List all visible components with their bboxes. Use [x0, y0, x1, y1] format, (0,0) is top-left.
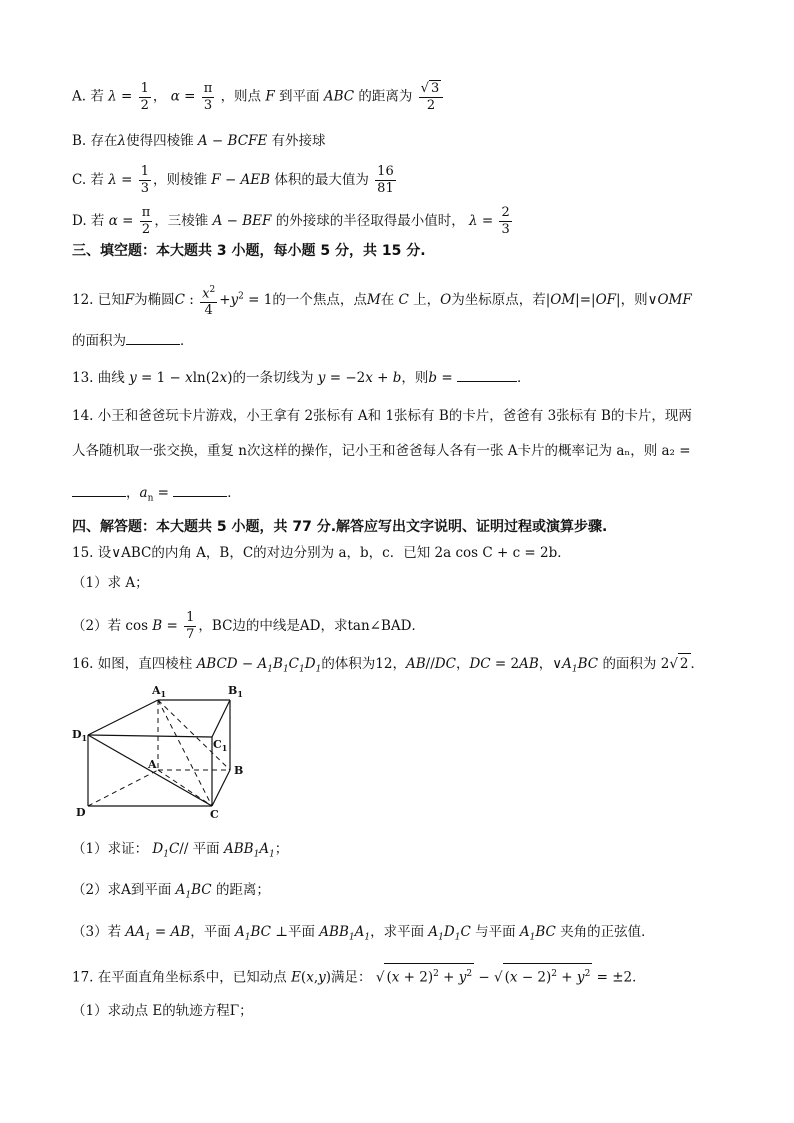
label-d: D: [76, 806, 86, 819]
label-d1: $D_1$: [72, 728, 88, 743]
question-15-part1: （1）求 A；: [72, 575, 149, 591]
label-a: A: [148, 758, 157, 771]
question-16-part2: （2）求A到平面 $A_1BC$ 的距离；: [72, 882, 270, 901]
question-15-line1: 15. 设∨ABC的内角 A，B，C的对边分别为 a，b，c．已知 2a cos C + c = 2b．: [72, 545, 571, 561]
question-17-part1: （1）求动点 E的轨迹方程Γ；: [72, 1003, 253, 1019]
option-c: C. 若 λ = $\frac{1}{3}$ ，则棱锥 F − AEB 体积的最大值为 $\frac{16}{81}$: [72, 164, 394, 196]
label-b: B: [234, 764, 244, 777]
edge-d-a: [88, 770, 158, 806]
question-17-line1: 17. 在平面直角坐标系中，已知动点 E(x,y)满足： √ $(x + 2)^2 + y^2$ − √ $(x - 2)^2 + y^2 = \pm 2$．: [72, 963, 646, 988]
edge-d1-a1: [88, 700, 158, 735]
option-a: A. 若 λ = $\frac{1}{2}$ ， α = $\frac{\pi}{3}$ ，则点 F 到平面 ABC 的距离为 $\frac{√ 3}{2}$: [72, 80, 445, 114]
question-12-line2: 的面积为 ．: [72, 330, 194, 351]
question-15-part2: （2）若 cos B = $\frac{1}{7}$ ，BC边的中线是AD，求tan∠BAD．: [72, 610, 425, 642]
prism-figure: [72, 680, 262, 820]
question-14-line2: 人各随机取一张交换，重复 n次这样的操作，记小王和爸爸每人各有一张 A卡片的概率记为 aₙ，则 a₂ =: [72, 443, 691, 459]
edge-a1-b: [158, 700, 230, 770]
option-d: D. 若 α = $\frac{\pi}{2}$ ，三棱锥 A − BEF 的外接球的半径取得最小值时， λ = $\frac{2}{3}$: [72, 205, 510, 237]
question-12-line1: 12. 已知F为椭圆C : $\frac{x^2}{4}$ $+y^2 = 1$的一个焦点，点M在 C 上，O为坐标原点，若|OM|=|OF|，则∨OMF: [72, 282, 692, 319]
edge-b-c: [212, 770, 230, 806]
label-c: C: [210, 808, 219, 820]
section-3-heading: 三、填空题：本大题共 3 小题，每小题 5 分，共 15 分.: [72, 243, 426, 259]
question-14-line3: ，$a_n$ = ．: [72, 482, 241, 509]
edge-d1-c1: [88, 735, 212, 737]
label-b1: $B_1$: [228, 684, 243, 699]
label-a1: $A_1$: [152, 684, 167, 699]
option-b: B. 存在λ使得四棱锥 A − BCFE 有外接球: [72, 133, 326, 149]
question-16-part1: （1）求证： $D_1C//$ 平面 $ABB_1A_1$；: [72, 841, 289, 860]
question-16-line1: 16. 如图，直四棱柱 ABCD − $A_1B_1C_1D_1$的体积为12，AB//DC，DC = 2AB，$\vee A_1BC$ 的面积为 2√ 2 ．: [72, 653, 704, 680]
label-c1: $C_1$: [213, 738, 228, 753]
question-16-part3: （3）若 $AA_1$ = AB，平面 $A_1BC$ ⊥平面 $ABB_1A_1$，求平面 $A_1D_1C$ 与平面 $A_1BC$ 夹角的正弦值．: [72, 924, 655, 943]
edge-b1-c1: [212, 700, 230, 737]
section-4-heading: 四、解答题：本大题共 5 小题，共 77 分.解答应写出文字说明、证明过程或演算步骤.: [72, 519, 608, 535]
edge-a-c: [158, 770, 212, 806]
question-13: 13. 曲线 y = 1 − xln(2x)的一条切线为 y = −2x + b，则b = ．: [72, 367, 530, 388]
question-14-line1: 14. 小王和爸爸玩卡片游戏，小王拿有 2张标有 A和 1张标有 B的卡片，爸爸有 3张标有 B的卡片，现两: [72, 408, 692, 424]
